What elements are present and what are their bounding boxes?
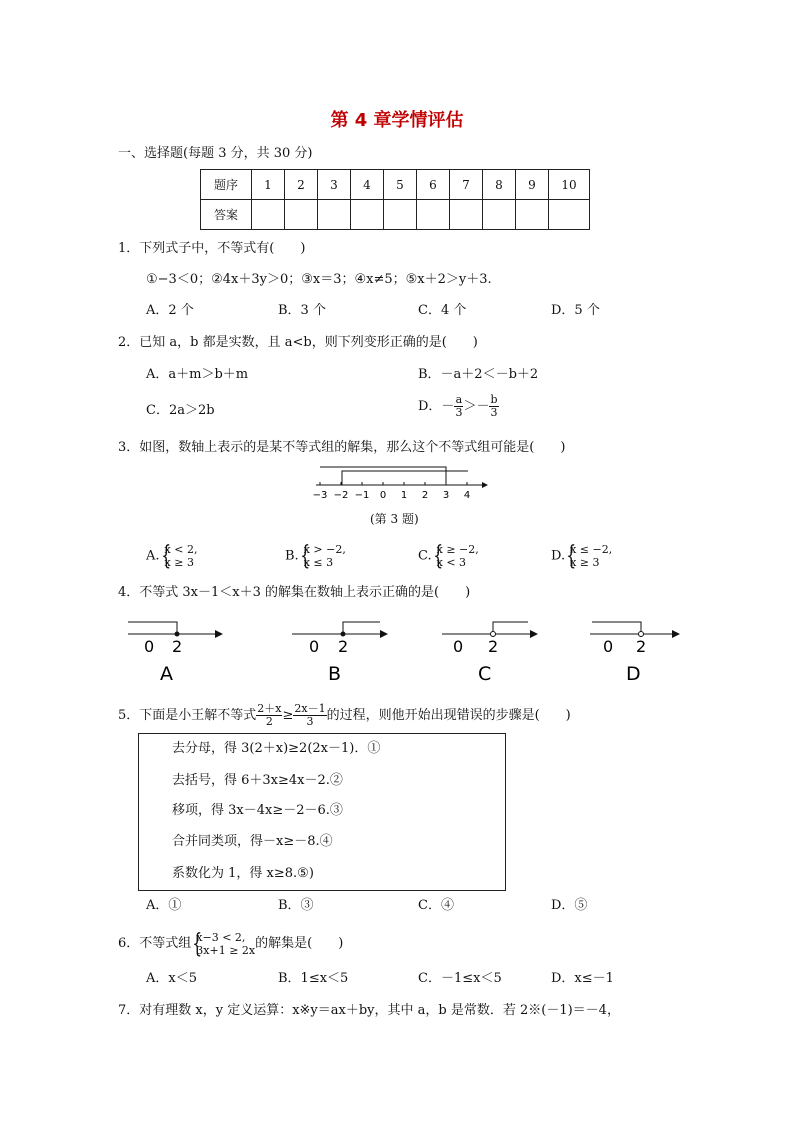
q6-option-c: C．－1≤x＜5 <box>418 971 502 986</box>
answer-cell[interactable] <box>483 200 516 230</box>
q5-step-1: 去分母，得 3(2＋x)≥2(2x－1)．① <box>172 741 381 756</box>
table-number-cell: 3 <box>318 170 351 200</box>
answer-cell[interactable] <box>285 200 318 230</box>
open-dot <box>491 632 496 637</box>
fraction: $\frac{2+x}{2}$ <box>257 702 282 728</box>
answer-cell[interactable] <box>384 200 417 230</box>
q3-option-c: C. { x ≥ −2, x < 3 <box>418 543 479 569</box>
tick-label: 2 <box>421 490 429 501</box>
option-letter: C <box>478 663 492 685</box>
q4-number-lines <box>120 612 690 690</box>
table-number-cell: 4 <box>351 170 384 200</box>
q5-step-2: 去括号，得 6＋3x≥4x－2.② <box>172 773 343 788</box>
q6-option-a: A．x＜5 <box>146 971 197 986</box>
answer-cell[interactable] <box>252 200 285 230</box>
tick-label: 3 <box>442 490 450 501</box>
arrow-head <box>482 482 488 488</box>
q5-stem: 5．下面是小王解不等式 $\frac{2+x}{2}$ ≥ $\frac{2x-1}{3}$ 的过程，则他开始出现错误的步骤是( ) <box>118 702 571 728</box>
table-number-cell: 7 <box>450 170 483 200</box>
table-number-cell: 6 <box>417 170 450 200</box>
tick-label: −1 <box>354 490 370 501</box>
answer-cell[interactable] <box>351 200 384 230</box>
q2-option-c: C．2a＞2b <box>146 403 215 418</box>
table-number-cell: 1 <box>252 170 285 200</box>
q2-option-d: D．－ $\frac{a}{3}$ ＞－ $\frac{b}{3}$ <box>418 393 498 419</box>
q1-option-d: D．5 个 <box>551 303 600 318</box>
tick-label: 4 <box>463 490 471 501</box>
q5-step-4: 合并同类项，得－x≥－8.④ <box>172 834 333 849</box>
q1-option-a: A．2 个 <box>146 303 194 318</box>
section-heading: 一、选择题(每题 3 分，共 30 分) <box>118 146 313 161</box>
q5-step-3: 移项，得 3x－4x≥－2－6.③ <box>172 803 343 818</box>
q6-option-b: B．1≤x＜5 <box>278 971 349 986</box>
q1-option-b: B．3 个 <box>278 303 326 318</box>
q2-option-a: A．a＋m＞b＋m <box>146 367 249 382</box>
label-two: 2 <box>488 637 499 656</box>
answer-cell[interactable] <box>417 200 450 230</box>
answer-cell[interactable] <box>318 200 351 230</box>
q6-option-d: D．x≤－1 <box>551 971 614 986</box>
q5-option-c: C．④ <box>418 898 454 913</box>
q7-stem: 7．对有理数 x，y 定义运算：x※y＝ax＋by，其中 a，b 是常数．若 2※(－1)＝－4， <box>118 1003 620 1018</box>
label-zero: 0 <box>603 637 614 656</box>
label-zero: 0 <box>144 637 155 656</box>
label-two: 2 <box>636 637 647 656</box>
tick-label: −2 <box>333 490 349 501</box>
q3-option-d: D. { x ≤ −2, x ≥ 3 <box>551 543 612 569</box>
q5-option-d: D．⑤ <box>551 898 588 913</box>
q3-number-line <box>306 463 491 503</box>
page-title: 第 4 章学情评估 <box>330 110 464 131</box>
option-a-line <box>128 622 223 685</box>
option-letter: A <box>160 663 173 685</box>
answer-cell[interactable] <box>549 200 590 230</box>
table-row <box>201 170 590 200</box>
q1-stem: 1．下列式子中，不等式有( ) <box>118 241 306 256</box>
tick-label: −3 <box>312 490 328 501</box>
option-b-line <box>292 622 388 685</box>
q2-option-b: B．－a＋2＜－b＋2 <box>418 367 539 382</box>
open-dot <box>639 632 644 637</box>
tick-label: 1 <box>400 490 408 501</box>
table-number-cell: 5 <box>384 170 417 200</box>
fraction: $\frac{2x-1}{3}$ <box>294 702 326 728</box>
q1-statements: ①−3＜0；②4x＋3y＞0；③x＝3；④x≠5；⑤x＋2＞y＋3. <box>146 272 492 287</box>
closed-dot <box>341 632 346 637</box>
table-number-cell: 2 <box>285 170 318 200</box>
answer-cell[interactable] <box>450 200 483 230</box>
q3-caption: (第 3 题) <box>370 512 419 526</box>
table-number-cell: 10 <box>549 170 590 200</box>
q5-option-a: A．① <box>146 898 182 913</box>
q5-option-b: B．③ <box>278 898 314 913</box>
option-letter: D <box>626 663 641 685</box>
fraction: $\frac{b}{3}$ <box>490 393 498 419</box>
label-two: 2 <box>338 637 349 656</box>
inequality-system: { x−3 < 2, 3x+1 ≥ 2x <box>191 931 255 957</box>
q5-step-5: 系数化为 1，得 x≥8.⑤) <box>172 866 314 881</box>
option-d-line <box>590 622 680 685</box>
tick-label: 0 <box>379 490 387 501</box>
fraction: $\frac{a}{3}$ <box>455 393 463 419</box>
option-letter: B <box>328 663 342 685</box>
q1-option-c: C．4 个 <box>418 303 467 318</box>
table-header-cell: 答案 <box>201 200 252 230</box>
label-zero: 0 <box>309 637 320 656</box>
q4-stem: 4．不等式 3x－1＜x＋3 的解集在数轴上表示正确的是( ) <box>118 585 471 600</box>
answer-table <box>200 169 590 230</box>
q3-stem: 3．如图，数轴上表示的是某不等式组的解集，那么这个不等式组可能是( ) <box>118 440 566 455</box>
q6-stem: 6．不等式组 { x−3 < 2, 3x+1 ≥ 2x 的解集是( ) <box>118 929 343 959</box>
table-number-cell: 9 <box>516 170 549 200</box>
q3-option-a: A. { x < 2, x ≥ 3 <box>146 543 197 569</box>
q3-option-b: B. { x > −2, x ≤ 3 <box>285 543 346 569</box>
answer-cell[interactable] <box>516 200 549 230</box>
table-number-cell: 8 <box>483 170 516 200</box>
label-zero: 0 <box>453 637 464 656</box>
label-two: 2 <box>172 637 183 656</box>
q2-stem: 2．已知 a，b 都是实数，且 a<b，则下列变形正确的是( ) <box>118 335 478 350</box>
option-c-line <box>442 622 538 685</box>
closed-dot <box>175 632 180 637</box>
range-bracket-left <box>342 471 468 485</box>
table-header-cell: 题序 <box>201 170 252 200</box>
table-row <box>201 200 590 230</box>
